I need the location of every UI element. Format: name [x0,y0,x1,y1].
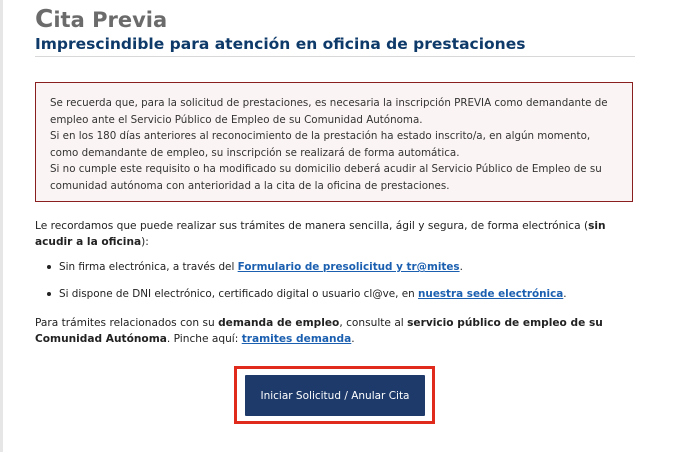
notice-line-3: Si no cumple este requisito o ha modificado su domicilio deberá acudir al Servicio Público de Empleo de su comunidad autónoma con anterioridad a la cita de la oficina de prestaciones. [50,163,602,192]
outro-text-4: . [351,333,355,345]
option-1-text: Sin firma electrónica, a través del [59,261,238,273]
left-edge-divider [0,0,3,452]
title-divider [35,56,635,57]
option-2-suffix: . [563,288,567,300]
outro-text-1: Para trámites relacionados con su [35,317,219,329]
page-title [35,4,167,33]
list-item [35,286,640,302]
iniciar-solicitud-button[interactable]: Iniciar Solicitud / Anular Cita [245,375,425,416]
outro-text-3: . Pinche aquí: [166,333,242,345]
option-1-suffix: . [459,261,463,273]
notice-box [35,82,633,202]
intro-end: ): [141,236,149,248]
intro-bold: sin acudir a la oficina [35,220,606,248]
intro-text: Le recordamos que puede realizar sus trámites de manera sencilla, ágil y segura, de forma electrónica ( [35,220,589,232]
bullet-icon [47,292,51,296]
page-title-rest: ita Previa [53,8,168,32]
outro-paragraph [35,315,640,347]
option-2-text: Si dispone de DNI electrónico, certificado digital o usuario cl@ve, en [59,288,419,300]
page-title-initial: C [35,4,54,33]
bullet-icon [47,265,51,269]
list-item [35,259,640,275]
notice-line-2: Si en los 180 días anteriores al reconocimiento de la prestación ha estado inscrito/a, en algún momento, como demandante de empleo, su inscripción se realizará de forma automática. [50,130,591,159]
tramites-demanda-link[interactable]: tramites demanda [241,333,352,345]
notice-line-1: Se recuerda que, para la solicitud de prestaciones, es necesaria la inscripción PREVIA como demandante de empleo ante el Servicio Público de Empleo de su Comunidad Autónoma. [50,97,608,126]
outro-bold-2: servicio público de empleo de su Comunidad Autónoma [35,317,603,345]
page-subtitle: Imprescindible para atención en oficina de prestaciones [35,35,526,53]
outro-text-2: , consulte al [339,317,408,329]
sede-electronica-link[interactable]: nuestra sede electrónica [418,288,564,300]
electronic-options-list [35,259,640,302]
outro-bold-1: demanda de empleo [218,317,340,329]
intro-paragraph [35,218,640,250]
presolicitud-form-link[interactable]: Formulario de presolicitud y tr@mites [237,261,460,273]
